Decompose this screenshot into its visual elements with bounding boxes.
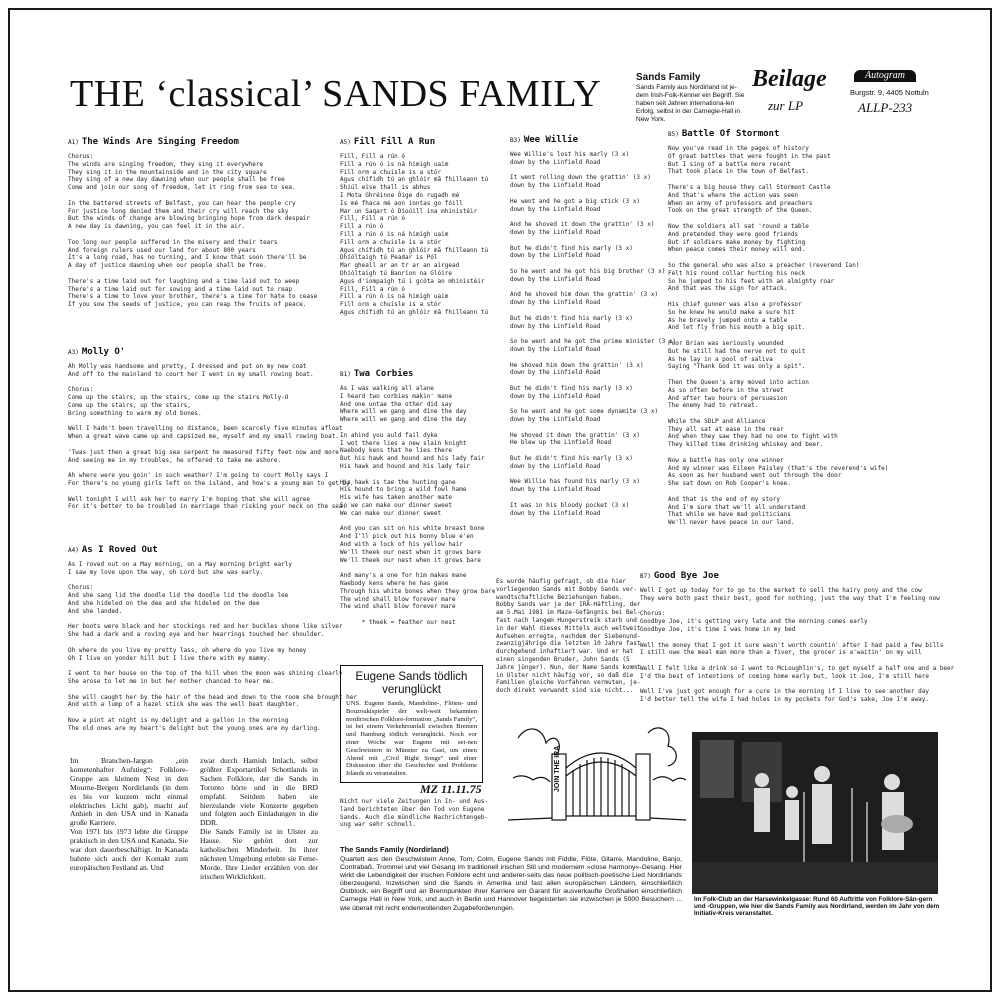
song-lyrics: Ah Molly was handsome and pretty, I dressed and put on my new coat And off to the mainland to court her I went in my small rowing boat. Chorus: Come up the stairs, up the stairs, come up the stairs Molly-O Come up the stairs, up the stairs, Bring something to warm my old bones. Well I hadn't been travelling no distance, been scarcely five minutes afloat When a great wave came up and capsized me, myself and my small rowing boat. 'Twas just then a great big sea serpent he measured fifty feet now and more And seeing me in my troubles, he offered to take me ashore. Ah where were you goin' in such weather? I'm going to court Molly says I For there's no young girls left on the island, and how's a young man to get by. Well tonight I will ask her to marry I'm hoping that she will agree For it's better to be troubled in marriage than risking your neck on the sea. [68,363,354,511]
gate-drawing [508,718,686,830]
newspaper-clipping [340,665,483,783]
song-lyrics: Well I got up today for to go to the market to sell the hairy pony and the cow They were both past their best, good for nothing, just the way that I'm feeling now Chorus: Goodbye Joe, it's getting very late and the morning comes early Goodbye Joe, it's time I was home in my bed Well the money that I got it sure wasn't worth countin' after I had paid a few bills I still owe the meal man more than a fiver, the grocer is a'waitin' on my will Well I felt like a drink so I went to McLoughlin's, to get myself a half one and a beer I'd the best of intentions of coming home early but, look it Joe, I'm still here Well I've just got enough for a cure in the morning if I live to see another day I'd better tell the wife I had holes in my pockets for God's sake, Joe I'm away. [640,587,955,704]
song-title-text: The Winds Are Singing Freedom [81,137,239,147]
family-box-title: The Sands Family (Nordirland) [340,845,449,854]
family-box-text: Quartett aus den Geschwistern Anne, Tom, Colm, Eugene Sands mit Fiddle, Flöte, Gitarre, Mandoline, Banjo, Contrabaß, Trommel und viel Gesang im traditionell irischen Stil und modernem »close harmony«-Gesang. Hier wirkt die Lebendigkeit der irischen Folklore echt und anderer-seits das neue politisch-poetische Lied Nordirlands überzeugend. Inzwischen sind die Sands in Amerika und fast allen europäischen Ländern, einschließlich Ostblock, ein Begriff und an Brennpunkten ihrer Karriere ein Garant für ausverkaufte Großhallen einschließlich Carnegie Hall in New York, und auch in Berlin und Hannover begeisterten sie inzwischen je 5000 Besuchern ... wie überall mit nicht endenwollenden Zugabeforderungen. [340,856,682,912]
song-number: A4) [68,547,79,554]
song-title [68,544,357,557]
header-info-text: Sands Family aus Nordirland ist je-dem Irish-Folk-Kenner ein Begriff. Sie haben seit Jahren internationa-len Erfolg, selbst in der Carnegie-Hall in New York. [636,84,745,123]
german-article-col2: zwar durch Hamish Imlach, selbst größter Exportartikel Schottlands in Sachen Folklore, der die Sands in Toronto hörte und in die BRD empfahl. Seitdem haben sie hierzulande viele Konzerte gegeben und folgten auch Einladungen in die DDR. Die Sands Family ist in Ulster zu Hause. Sie gehört dort zur katholischen Minderheit. In ihrer nächsten Umgebung erlebte sie Feme-Morde. Ihre Lieder erzählen von der irischen Wirklichkeit. [200,756,318,881]
song-lyrics: As I roved out on a May morning, on a May morning bright early I saw my love upon the way, oh Lord but she was early. Chorus: And she sang lid the doodle lid the doodle lid the doodle lee And she hideled on the dee and she hideled on the dee And she landed. Her boots were black and her stockings red and her buckles shone like silver She had a dark and a roving eye and her hearrings touched her shoulder. Oh where do you live my pretty lass, oh where do you live my honey Oh I live on yonder hill but I live there with my mammy. I went to her house on the top of the hill when the moon was shining clearly She arose to let me in but her mother chanced to hear me. She will caught her by the hair of the head and down to the room she brought her And with a lump of a hazel stick she was the well beat daughter. Now a pint at night is my delight and a gallon in the morning The old ones are my heart's delight but the young ones are my darling. [68,561,357,732]
song-number: B5) [668,131,679,138]
song-title-text: Fill Fill A Run [353,137,436,147]
catalog-number: ALLP-233 [858,100,913,115]
bobby-sands-note: Es wurde häufig gefragt, ob die hier vorliegenden Sands mit Bobby Sands ver- wandtschaftliche Beziehungen haben. Bobby Sands war ja der IRA-Häftling, der am 5.Mai 1981 im Maze-Gefängnis bei Bel- fast nach langem Hungerstreik starb und in der Wahl dieses Mittels auch weltweit Aufsehen erregte, nachdem der Siebenund- zwanzigjährige die letzten 10 Jahre fast durchgehend inhaftiert war. Und er hat einen singenden Bruder, John Sands (5 Jahre jünger). Nun, der Name Sands kommt in Ulster nicht häufig vor, so daß die Familien gleiche Vorfahren vermuten, je- doch direkt verwandt sind sie nicht... [496,578,641,695]
song-lyrics: As I was walking all alane I heard two corbies makin' mane And one untae the other did say Where will we gang and dine the day Where will we gang and dine the day In ahind you auld fail dyke I wot there lies a new slain knight Naebody kens that he lies there But his hawk and hound and his lady fair His hawk and hound and his lady fair His hawk is tae the hunting gane His hound to bring a wild fowl hame His wife has taken another mate So we can make our dinner sweet We can make our dinner sweet And you can sit on his white breast bone And I'll pick out his bonny blue e'en And with a lock of his yellow hair We'll theek our nest when it grows bare We'll theek our nest when it grows bare And many's a one for him makes mane Naebody kens where he has gane Through his white bones when they grow bare The wind shall blow forever mare The wind shall blow forever mare * theek = feather our nest [340,385,496,626]
song-number: B3) [510,137,521,144]
song-wee-willie [510,134,676,517]
song-title [340,136,488,149]
newspaper-stamp: MZ 11.11.75 [420,782,482,796]
song-title [68,346,353,359]
gate-sign-text: JOIN THE IRA [554,745,561,792]
zur-lp-label: zur LP [768,98,804,113]
newspaper-body: UNS. Eugene Sands, Mandoline-, Flöten- und Bouzoukispieler der welt-weit bekannten nordirischen Folklore-formation „Sands Family“, ist bei einem Verkehrsunfall zwischen Bremen und Hamburg tödlich verunglückt. Noch vor einer Woche war Eugene mit sei-nen Geschwistern in Münster zu Gast, um einen Abend mit „Civil Right Songs“ und einer Diskussion über die Geschichte und Probleme Irlands zu veranstalten. [346,700,477,778]
song-title-text: Molly O' [81,347,126,357]
song-number: A3) [68,349,79,356]
song-twa-corbies [340,368,495,627]
song-lyrics: Fill, Fill a rún ó Fill a rún ó is ná himigh uaim Fill orm a chuisle is a stór Agus chífidh tú an ghlóir mã fhilleann tú Shiúl eise thall is abhus I Mota Ghréinne Óige do rugadh mé Is mé fhaca mé aon iontas go fóill Mar un Saqart ó Díoúill ina mhinistéir Fill, Fill a rún ó Fill a rún ó Fill a rún ó is ná himigh uaim Fill orm a chuisle is a stór Agus chífidh tú an ghlóir mã fhilleann tú Dhíóltaigh tú Peadar is Pól Mar gheall ar an tr ar an airgead Dhíóltaigh tú Banríon na Glóire Agus d'iompaigh tú i gcóta an mhinistéir Fill, Fill a rún ó Fill a rún ó is ná himigh uaim Fill orm a chuisle is a stór Agus chífidh tú an ghlóir mã fhilleann tú [340,153,489,316]
song-number: B7) [640,573,651,580]
photo-caption: Im Folk-Club an der Harsewinkelgasse: Rund 60 Auftritte von Folklore-Sän-gern und -Gruppen, wie hier die Sands Family aus Nordirland, werden im Jahr von dem Initiativ-Kreis veranstaltet. [694,896,940,918]
song-number: B1) [340,371,351,378]
song-lyrics: Now you've read in the pages of history Of great battles that were fought in the past But I sing of a battle more recent That took place in the town of Belfast. There's a big house they call Stormont Castle And that's where the action was seen When an army of professors and preachers Took on the great strength of the Queen. Now the soldiers all sat 'round a table And pretended they were good friends But if soldiers make money by fighting When peace comes their money will end. So the general who was also a preacher (reverend Ian) Felt his round collar hurting his neck So he jumped to his feet with an almighty roar And that was the sign for attack. His chief gunner was also a professor So he knew he would make a sure hit As he bravely jumped onto a table And let fly from his mouth a big spit. Poor Brian was seriously wounded But he still had the nerve not to quit As he lay in a pool of saliva Saying "Thank God it was only a spit". Then the Queen's army moved into action As so often before in the street And after two hours of persuasion The enemy had to retreat. While the SDLP and Alliance They all sat at ease in the rear And when they saw they had no one to fight with They killed time drinking whiskey and beer. Now a battle has only one winner And my winner was Eileen Paisley (that's the reverend's wife) As soon as her husband went out through the door She sat down on Rob Cooper's knee. And that is the end of my story And I'm sure that we'll all understand That while we have mad politicians We'll never have peace in our land. [668,145,889,527]
song-title-text: Twa Corbies [353,369,414,379]
newspaper-headline: Eugene Sands tödlich verunglückt [355,671,468,696]
song-lyrics: Wee Willie's lost his marly (3 x) down by the Linfield Road It went rolling down the grattin' (3 x) down by the Linfield Road He went and he got a big stick (3 x) down by the Linfield Road And he shoved it down the grattin' (3 x) down by the Linfield Road But he didn't find his marly (3 x) down by the Linfield Road So he went and he got his big brother (3 x) down by the Linfield Road And he shoved him down the grattin' (3 x) down by the Linfield Road But he didn't find his marly (3 x) down by the Linfield Road So he went and he got the prime minister (3 x) down by the Linfield Road He shoved him down the grattin' (3 x) down by the Linfield Road But he didn't find his marly (3 x) down by the Linfield Road So he went and he got some dynamite (3 x) down by the Linfield Road He shoved it down the grattin' (3 x) He blew up the Linfield Road But he didn't find his marly (3 x) down by the Linfield Road Wee Willie has found his marly (3 x) down by the Linfield Road It was in his bloody pocket (3 x) down by the Linfield Road [510,151,677,517]
song-title [340,368,495,381]
beilage-logo: Beilage [752,66,827,92]
newspaper-note: Nicht nur viele Zeitungen in In- und Aus- land berichteten über den Tod von Eugene Sands. Auch die mündliche Nachrichtengeb- ung war sehr schnell. [340,798,489,829]
song-number: A1) [68,139,79,146]
song-title-text: As I Roved Out [81,545,158,555]
song-fill-fill-a-run [340,136,488,317]
song-title-text: Wee Willie [523,135,579,145]
autogram-logo: Autogram [854,70,916,82]
song-number: A5) [340,139,351,146]
song-title [640,570,954,583]
song-title [68,136,317,149]
song-battle-of-stormont [668,128,888,527]
song-title [668,128,888,141]
song-title-text: Good Bye Joe [653,571,719,581]
page-title: THE ‘classical’ SANDS FAMILY [70,73,602,115]
header-info [636,72,746,124]
song-good-bye-joe [640,570,954,704]
song-lyrics: Chorus: The winds are singing freedom, they sing it everywhere They sing it in the mountainside and in the city square They sing of a new day dawning when our people shall be free Come and join our song of freedom, let it ring from sea to sea. In the battered streets of Belfast, you can hear the people cry For justice long denied them and their cry will reach the sky But the winds of change are blowing bringing hope from dark despair A new day is dawning, you can feel it in the air. Too long our people suffered in the misery and their tears And foreign rulers used our land for about 800 years It's a long road, has no turning, and I know that soon there'll be A day of justice dawning when our people shall be free. There's a time laid out for laughing and a time laid out to weep There's a time laid out for sowing and a time laid out to reap There's a time to love your brother, there's a time for hate to cease If you sow the seeds of justice, you can reap the fruits of peace. [68,153,318,309]
song-winds-are-singing-freedom [68,136,317,309]
song-title-text: Battle Of Stormont [681,129,780,139]
header-info-title: Sands Family [636,72,701,83]
label-address: Burgstr. 9, 4405 Nottuln [850,88,929,97]
song-as-i-roved-out [68,544,357,733]
song-title [510,134,676,147]
band-photo [692,732,938,894]
german-article-col1: Im Branchen-Jargon „ein kometenhafter Aufstieg“: Folklore-Gruppe aus kleinem Nest in den Mourne-Bergen Nordirlands (in dem es bis vor kurzem nicht einmal elektrisches Licht gab), macht auf Anhieb in den USA und in Kanada große Karriere. Von 1971 bis 1973 lebte die Gruppe praktisch in den USA und Kanada. Sie war dort dauerbeschäftigt. In Kanada bahnte sich auch der Kontakt zum europäischen Festland an. Und [70,756,188,872]
song-molly-o [68,346,353,511]
